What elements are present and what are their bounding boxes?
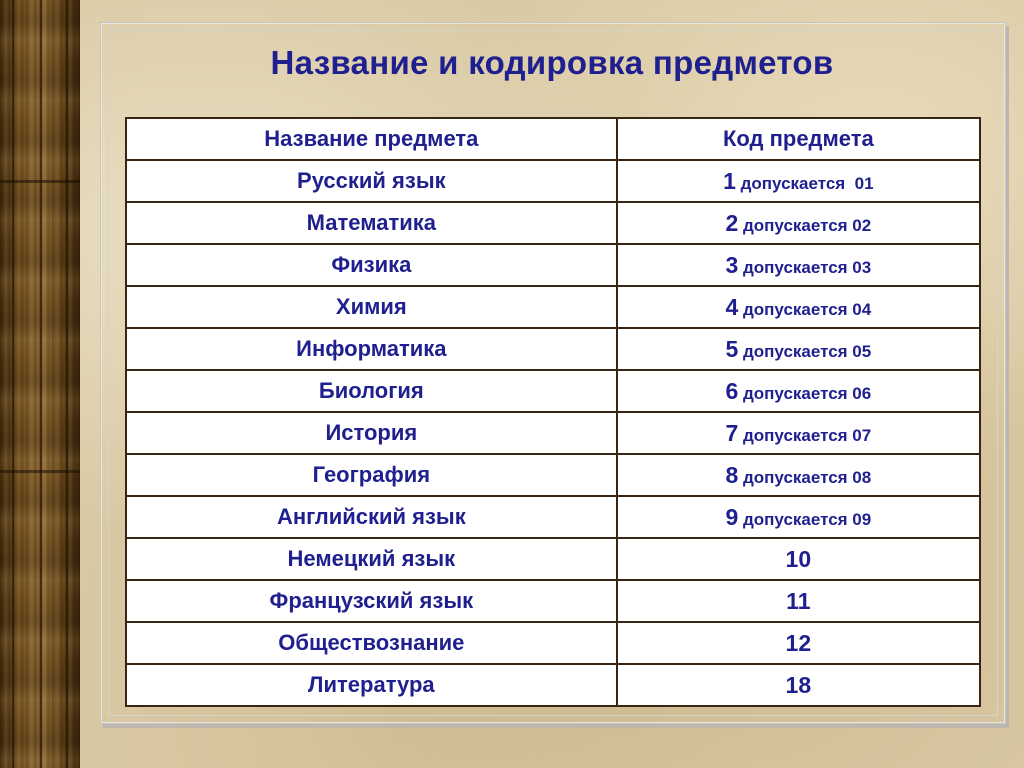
wood-groove: [12, 0, 14, 768]
table-row: [126, 370, 980, 412]
table-row: [126, 538, 980, 580]
subject-code-allowed-note: допускается 04: [738, 299, 872, 319]
subject-name-cell: Французский язык: [126, 580, 617, 622]
subject-code-number: 12: [785, 629, 812, 656]
subject-name-cell: Информатика: [126, 328, 617, 370]
subject-code-cell: [617, 160, 980, 202]
subject-code-cell: [617, 244, 980, 286]
subject-code-cell: [617, 328, 980, 370]
subject-name-cell: Обществознание: [126, 622, 617, 664]
subject-code-allowed-note: допускается 06: [738, 383, 872, 403]
slide-title: Название и кодировка предметов: [270, 44, 834, 81]
subject-code-number: 6: [725, 377, 739, 404]
subjects-table: [125, 117, 981, 707]
subject-code-allowed-note: допускается 08: [738, 467, 872, 487]
subject-name-cell: Русский язык: [126, 160, 617, 202]
subject-name-cell: Физика: [126, 244, 617, 286]
subject-code-allowed-note: допускается 09: [738, 509, 872, 529]
subject-name-cell: География: [126, 454, 617, 496]
table-row: [126, 328, 980, 370]
subject-name-cell: Математика: [126, 202, 617, 244]
subject-code-cell: [617, 538, 980, 580]
table-row: [126, 622, 980, 664]
subject-code-cell: [617, 286, 980, 328]
subject-name-cell: Английский язык: [126, 496, 617, 538]
table-row: [126, 160, 980, 202]
subject-code-number: 9: [725, 503, 739, 530]
table-row: [126, 286, 980, 328]
header-subject-code: Код предмета: [617, 118, 980, 160]
subject-code-number: 8: [725, 461, 739, 488]
subject-code-cell: [617, 202, 980, 244]
wood-joint: [0, 470, 80, 473]
table-row: [126, 244, 980, 286]
wood-groove: [40, 0, 42, 768]
subject-code-cell: [617, 370, 980, 412]
subjects-table-body: [126, 118, 980, 706]
subject-code-allowed-note: допускается 02: [738, 215, 872, 235]
subject-code-number: 7: [725, 419, 739, 446]
table-row: [126, 664, 980, 706]
subject-code-cell: [617, 496, 980, 538]
subject-code-number: 11: [786, 587, 811, 614]
header-subject-name: Название предмета: [126, 118, 617, 160]
subject-code-cell: [617, 622, 980, 664]
wood-joint: [0, 180, 80, 183]
subject-code-cell: [617, 454, 980, 496]
subject-name-cell: История: [126, 412, 617, 454]
wood-border-decoration: [0, 0, 80, 768]
subject-name-cell: Немецкий язык: [126, 538, 617, 580]
subject-code-number: 18: [785, 671, 812, 698]
subject-name-cell: Литература: [126, 664, 617, 706]
subject-code-allowed-note: допускается 03: [738, 257, 872, 277]
table-row: [126, 412, 980, 454]
table-row: [126, 202, 980, 244]
subject-name-cell: Биология: [126, 370, 617, 412]
subject-code-allowed-note: допускается 05: [738, 341, 872, 361]
subject-code-number: 4: [725, 293, 739, 320]
subject-code-number: 1: [723, 167, 736, 194]
subject-code-allowed-note: допускается 07: [738, 425, 872, 445]
table-row: [126, 580, 980, 622]
subject-code-number: 5: [725, 335, 739, 362]
table-header-row: [126, 118, 980, 160]
wood-groove: [66, 0, 68, 768]
table-row: [126, 454, 980, 496]
subject-code-allowed-note: допускается 01: [735, 173, 874, 193]
subject-code-number: 3: [725, 251, 739, 278]
subject-code-number: 10: [785, 545, 812, 572]
subject-name-cell: Химия: [126, 286, 617, 328]
subject-code-cell: [617, 580, 980, 622]
subject-code-number: 2: [725, 209, 739, 236]
subject-code-cell: [617, 412, 980, 454]
table-row: [126, 496, 980, 538]
subject-code-cell: [617, 664, 980, 706]
